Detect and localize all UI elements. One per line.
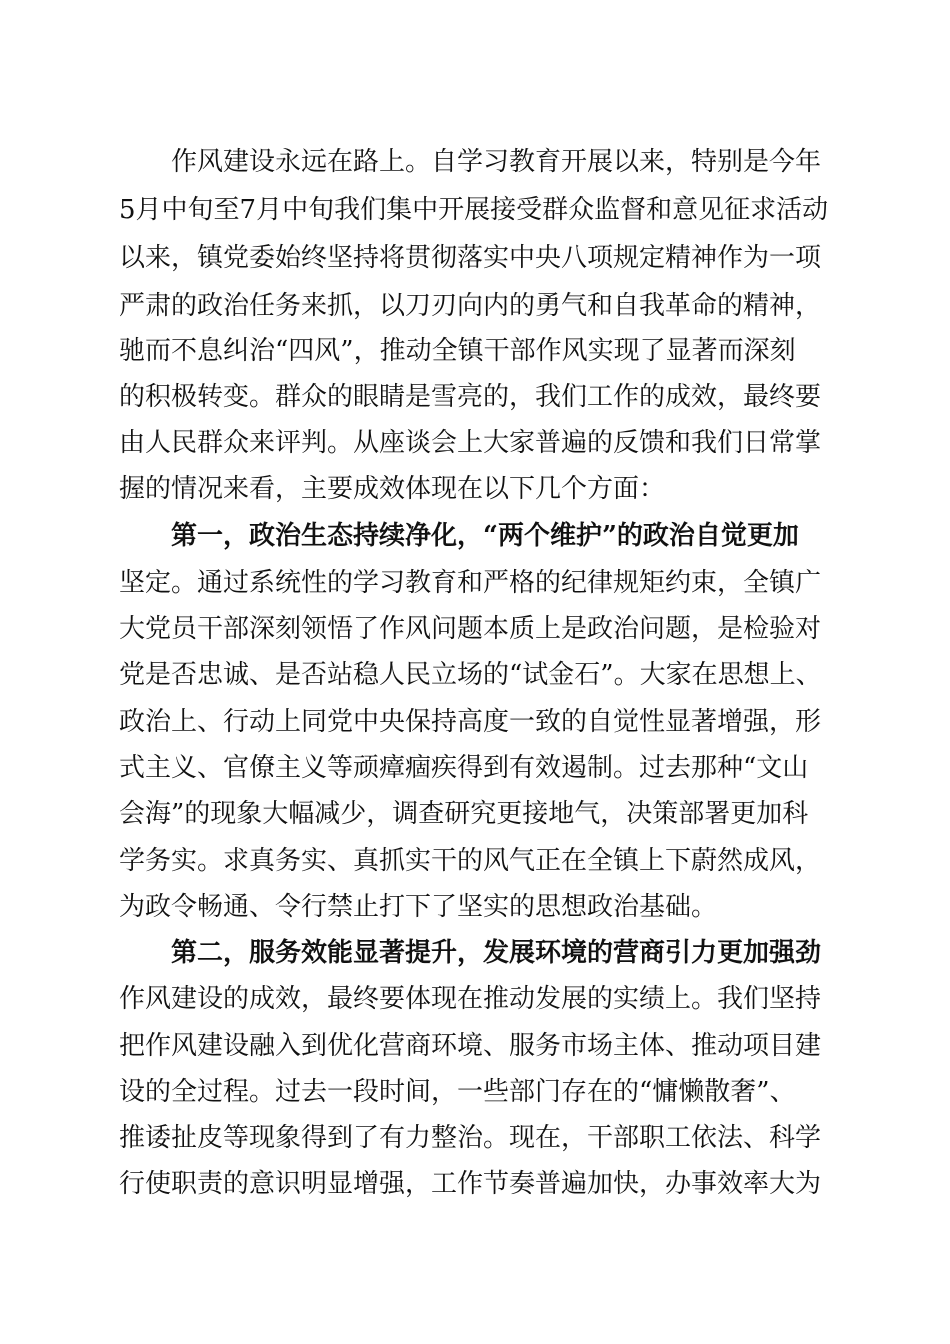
paragraph-1-line-7: 由人民群众来评判。从座谈会上大家普遍的反馈和我们日常掌 xyxy=(119,428,822,458)
paragraph-1-line-3: 以来，镇党委始终坚持将贯彻落实中央八项规定精神作为一项 xyxy=(119,243,822,273)
paragraph-2-line-5: 政治上、行动上同党中央保持高度一致的自觉性显著增强，形 xyxy=(119,707,822,737)
paragraph-1-line-2: 5月中旬至7月中旬我们集中开展接受群众监督和意见征求活动 xyxy=(119,195,829,225)
paragraph-3-line-6: 行使职责的意识明显增强，工作节奏普遍加快，办事效率大为 xyxy=(119,1169,822,1199)
paragraph-2-line-6: 式主义、官僚主义等顽瘴痼疾得到有效遏制。过去那种“文山 xyxy=(119,753,809,783)
paragraph-3-line-5: 推诿扯皮等现象得到了有力整治。现在，干部职工依法、科学 xyxy=(119,1123,822,1153)
section-1-heading: 第一，政治生态持续净化，“两个维护”的政治自觉更加 xyxy=(171,521,799,551)
paragraph-3-line-2: 作风建设的成效，最终要体现在推动发展的实绩上。我们坚持 xyxy=(119,984,822,1014)
paragraph-1-line-5: 驰而不息纠治“四风”，推动全镇干部作风实现了显著而深刻 xyxy=(119,336,796,366)
paragraph-2-line-9: 为政令畅通、令行禁止打下了坚实的思想政治基础。 xyxy=(119,892,718,922)
section-2-heading: 第二，服务效能显著提升，发展环境的营商引力更加强劲 xyxy=(171,938,822,968)
paragraph-2-line-2: 坚定。通过系统性的学习教育和严格的纪律规矩约束，全镇广 xyxy=(119,568,822,598)
paragraph-1-line-4: 严肃的政治任务来抓，以刀刃向内的勇气和自我革命的精神， xyxy=(119,291,822,321)
paragraph-2-line-7: 会海”的现象大幅减少，调查研究更接地气，决策部署更加科 xyxy=(119,799,809,829)
paragraph-3-line-3: 把作风建设融入到优化营商环境、服务市场主体、推动项目建 xyxy=(119,1031,822,1061)
paragraph-2-line-3: 大党员干部深刻领悟了作风问题本质上是政治问题，是检验对 xyxy=(119,614,822,644)
paragraph-2-line-8: 学务实。求真务实、真抓实干的风气正在全镇上下蔚然成风， xyxy=(119,846,822,876)
paragraph-2-line-4: 党是否忠诚、是否站稳人民立场的“试金石”。大家在思想上、 xyxy=(119,660,822,690)
paragraph-1-line-1: 作风建设永远在路上。自学习教育开展以来，特别是今年 xyxy=(171,147,822,177)
paragraph-3-line-4: 设的全过程。过去一段时间，一些部门存在的“慵懒散奢”、 xyxy=(119,1077,796,1107)
paragraph-1-line-6: 的积极转变。群众的眼睛是雪亮的，我们工作的成效，最终要 xyxy=(119,382,822,412)
paragraph-1-line-8: 握的情况来看，主要成效体现在以下几个方面： xyxy=(119,474,666,504)
